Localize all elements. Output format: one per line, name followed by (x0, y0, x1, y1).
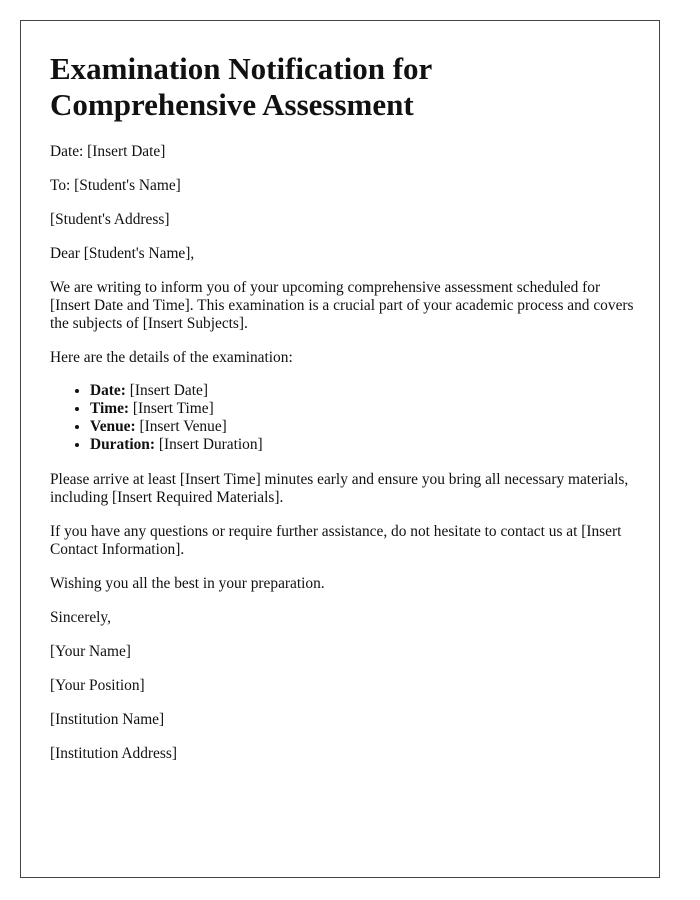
detail-value: [Insert Date] (125, 382, 208, 399)
title-line-1: Examination Notification for (50, 51, 433, 86)
signature-institution-address: [Institution Address] (50, 745, 177, 762)
detail-item-duration (90, 436, 640, 454)
detail-label: Date: (90, 382, 126, 399)
date-line: Date: [Insert Date] (50, 143, 166, 160)
signature-institution: [Institution Name] (50, 711, 165, 728)
detail-item-venue (90, 418, 640, 436)
recipient-address: [Student's Address] (50, 211, 170, 228)
letter-title (50, 51, 640, 123)
detail-value: [Insert Venue] (135, 418, 227, 435)
salutation: Dear [Student's Name], (50, 245, 195, 262)
intro-paragraph: We are writing to inform you of your upcoming comprehensive assessment scheduled for [Insert Date and Time]. This examination is a crucial part of your academic process and covers the subjects of [Insert Subjects]. (50, 279, 634, 332)
details-list (50, 382, 640, 454)
detail-value: [Insert Duration] (154, 436, 263, 453)
details-intro: Here are the details of the examination: (50, 349, 293, 366)
closing: Sincerely, (50, 609, 111, 626)
detail-label: Time: (90, 400, 130, 417)
detail-value: [Insert Time] (129, 400, 214, 417)
signature-position: [Your Position] (50, 677, 145, 694)
detail-label: Duration: (90, 436, 155, 453)
arrival-paragraph: Please arrive at least [Insert Time] minutes early and ensure you bring all necessary materials, including [Insert Required Materials]. (50, 471, 629, 506)
detail-item-time (90, 400, 640, 418)
questions-paragraph: If you have any questions or require further assistance, do not hesitate to contact us at [Insert Contact Information]. (50, 523, 622, 558)
letter-page (20, 20, 660, 878)
wishes-paragraph: Wishing you all the best in your preparation. (50, 575, 325, 592)
detail-label: Venue: (90, 418, 136, 435)
title-line-2: Comprehensive Assessment (50, 87, 414, 122)
detail-item-date (90, 382, 640, 400)
letter-content (50, 51, 640, 779)
recipient-line: To: [Student's Name] (50, 177, 181, 194)
signature-name: [Your Name] (50, 643, 131, 660)
